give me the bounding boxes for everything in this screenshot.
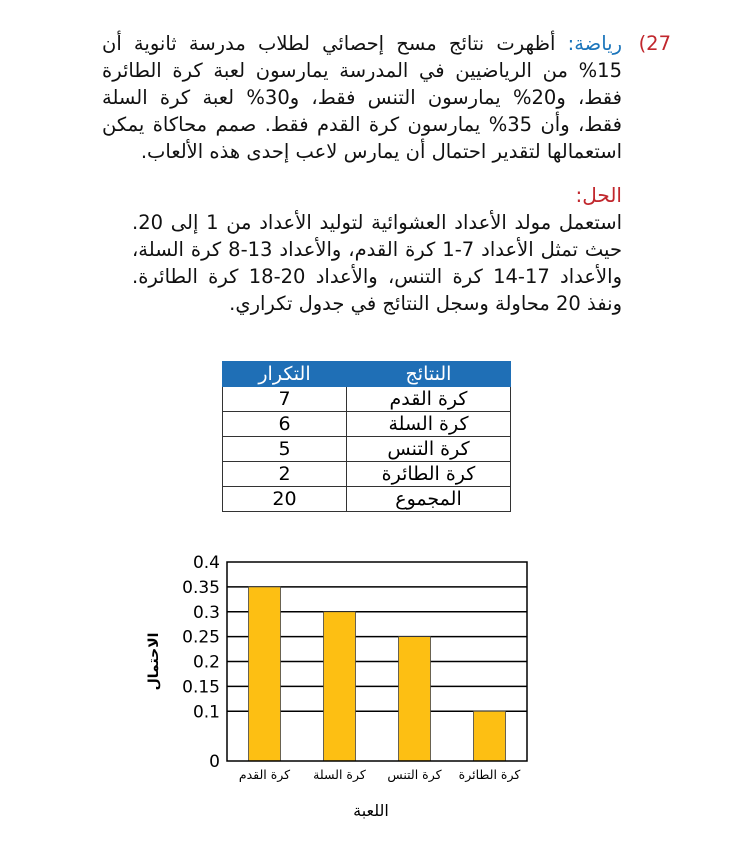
- table-row: [223, 437, 511, 462]
- frequency-cell: 6: [223, 412, 347, 437]
- table-row: [223, 387, 511, 412]
- frequency-header: التكرار: [223, 362, 347, 387]
- outcome-cell: كرة القدم: [347, 387, 511, 412]
- y-tick-label: 0.3: [192, 602, 220, 623]
- solution-label: الحل:: [575, 183, 622, 207]
- x-axis-label: اللعبة: [353, 801, 389, 820]
- question-topic: رياضة:: [567, 32, 622, 55]
- table-total-row: [223, 487, 511, 512]
- probability-bar-chart: [0, 540, 756, 856]
- y-tick-label: 0: [209, 752, 220, 772]
- x-tick-label: كرة التنس: [387, 767, 442, 782]
- problem-text-block: [102, 30, 622, 165]
- bar: [399, 637, 431, 761]
- question-number: 27): [638, 32, 671, 55]
- question-text: أظهرت نتائج مسح إحصائي لطلاب مدرسة ثانوية أن 15% من الرياضيين في المدرسة يمارسون لعبة كرة الطائرة فقط، و20% يمارسون التنس فقط، و30% لعبة كرة السلة فقط، وأن 35% يمارسون كرة القدم فقط. صمم محاكاة يمكن استعمالها لتقدير احتمال أن يمارس لاعب إحدى هذه الألعاب.: [102, 32, 622, 163]
- outcome-cell: كرة التنس: [347, 437, 511, 462]
- frequency-cell: 7: [223, 387, 347, 412]
- y-tick-label: 0.15: [182, 677, 220, 698]
- chart-bars: [249, 587, 506, 761]
- frequency-cell: 2: [223, 462, 347, 487]
- frequency-table: [222, 361, 511, 512]
- x-tick-labels: [239, 767, 521, 783]
- table-row: [223, 412, 511, 437]
- total-label-cell: المجموع: [347, 487, 511, 512]
- y-tick-label: 0.35: [182, 577, 220, 598]
- y-tick-label: 0.25: [182, 627, 220, 648]
- y-tick-labels: [182, 553, 220, 772]
- bar: [474, 711, 506, 761]
- solution-text: استعمل مولد الأعداد العشوائية لتوليد الأعداد من 1 إلى 20. حيث تمثل الأعداد 7-1 كرة القدم، والأعداد 13-8 كرة السلة، والأعداد 17-14 كرة التنس، والأعداد 20-18 كرة الطائرة. ونفذ 20 محاولة وسجل النتائج في جدول تكراري.: [132, 211, 622, 315]
- table-header-row: [223, 362, 511, 387]
- x-tick-label: كرة السلة: [313, 767, 366, 782]
- frequency-cell: 5: [223, 437, 347, 462]
- y-axis-label: الاحتمال: [146, 632, 162, 691]
- y-tick-label: 0.1: [192, 702, 220, 723]
- total-value-cell: 20: [223, 487, 347, 512]
- x-tick-label: كرة القدم: [238, 767, 291, 782]
- outcome-cell: كرة الطائرة: [347, 462, 511, 487]
- outcome-cell: كرة السلة: [347, 412, 511, 437]
- bar: [324, 612, 356, 761]
- problem: [102, 30, 671, 165]
- y-tick-label: 0.2: [192, 652, 220, 673]
- x-tick-label: كرة الطائرة: [458, 767, 521, 782]
- y-tick-label: 0.4: [192, 553, 220, 573]
- outcome-header: النتائج: [347, 362, 511, 387]
- table-row: [223, 462, 511, 487]
- bar: [249, 587, 281, 761]
